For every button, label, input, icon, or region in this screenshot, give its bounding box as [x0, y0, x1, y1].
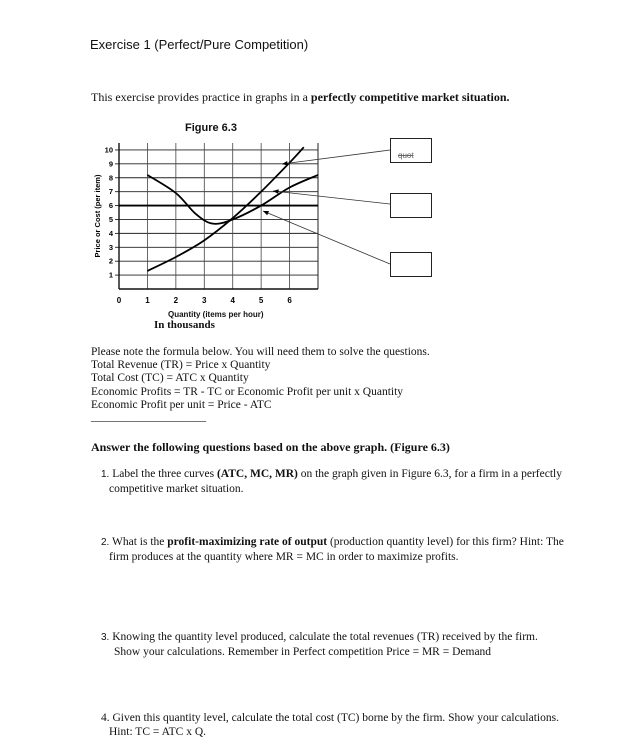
y-tick-label: 6	[108, 201, 113, 211]
question-text-line2: competitive market situation.	[109, 483, 244, 495]
chart-curves	[119, 147, 318, 271]
x-tick-label: 1	[145, 296, 150, 305]
y-tick-label: 3	[108, 242, 113, 252]
question-text-line2: Show your calculations. Remember in Perfect competition Price = MR = Demand	[114, 646, 492, 658]
page-title: Exercise 1 (Perfect/Pure Competition)	[90, 37, 309, 52]
formula-profit-per-unit: Economic Profit per unit = Price - ATC	[91, 399, 272, 411]
pointer-line	[282, 150, 390, 164]
question-text: Given this quantity level, calculate the total cost (TC) borne by the firm. Show your calculations.	[109, 712, 559, 724]
question-number: 2.	[101, 537, 110, 548]
label-box-2[interactable]	[390, 193, 432, 218]
question-bold: (ATC, MC, MR)	[216, 468, 298, 480]
formula-note: Please note the formula below. You will need them to solve the questions.	[91, 346, 430, 358]
pointer-line	[273, 191, 390, 204]
question-number: 1.	[101, 469, 110, 480]
question-number: 3.	[101, 632, 110, 643]
question-number: 4.	[101, 712, 110, 724]
y-tick-label: 1	[108, 270, 113, 280]
intro-bold: perfectly competitive market situation.	[310, 90, 510, 104]
question-text: (production quantity level) for this firm? Hint: The	[327, 536, 564, 548]
x-tick-label: 5	[258, 296, 264, 305]
formula-rule: ____________________	[91, 411, 206, 423]
answer-heading: Answer the following questions based on the above graph. (Figure 6.3)	[91, 440, 450, 454]
question-3	[101, 630, 538, 659]
box-mark: quot	[398, 151, 414, 160]
y-tick-label: 8	[108, 173, 113, 183]
intro-paragraph	[91, 90, 510, 105]
figure-6-3-chart	[85, 138, 435, 313]
curve-rising-steep	[147, 147, 303, 271]
y-tick-label: 4	[108, 228, 113, 238]
x-tick-label: 6	[287, 296, 292, 305]
question-1	[101, 467, 562, 496]
x-tick-label: 3	[202, 296, 207, 305]
formula-economic-profits: Economic Profits = TR - TC or Economic Profit per unit x Quantity	[91, 386, 404, 398]
question-text-line2: Hint: TC = ATC x Q.	[109, 726, 207, 738]
figure-title: Figure 6.3	[185, 122, 237, 134]
pointer-line	[263, 211, 390, 264]
formula-total-revenue: Total Revenue (TR) = Price x Quantity	[91, 359, 271, 371]
pointer-arrowhead	[263, 211, 269, 215]
x-tick-label: 4	[230, 296, 235, 305]
x-tick-label: 2	[173, 296, 179, 305]
formula-total-cost: Total Cost (TC) = ATC x Quantity	[91, 372, 249, 384]
y-axis-label: Price or Cost (per item)	[93, 174, 102, 258]
question-text: on the graph given in Figure 6.3, for a firm in a perfectly	[297, 468, 562, 480]
y-tick-label: 2	[108, 256, 113, 266]
question-text: Knowing the quantity level produced, calculate the total revenues (TR) received by the firm.	[109, 631, 538, 643]
pointer-arrowhead	[282, 161, 288, 166]
question-2	[101, 535, 564, 564]
y-tick-label: 5	[108, 214, 113, 224]
x-tick-label: 0	[116, 296, 122, 305]
y-tick-label: 9	[108, 159, 113, 169]
question-bold: profit-maximizing rate of output	[167, 536, 328, 548]
question-text: Label the three curves	[109, 468, 217, 480]
label-box-3[interactable]	[390, 252, 432, 277]
question-text-line2: firm produces at the quantity where MR = MC in order to maximize profits.	[109, 551, 459, 563]
question-4	[101, 711, 559, 739]
question-text: What is the	[109, 536, 168, 548]
intro-text: This exercise provides practice in graphs in a	[91, 90, 311, 104]
x-tick-labels	[117, 296, 293, 305]
x-axis-units: In thousands	[154, 319, 215, 331]
y-tick-labels	[105, 145, 114, 279]
y-tick-label: 10	[104, 145, 113, 155]
y-tick-label: 7	[108, 187, 113, 197]
x-axis-label: Quantity (items per hour)	[168, 310, 264, 319]
